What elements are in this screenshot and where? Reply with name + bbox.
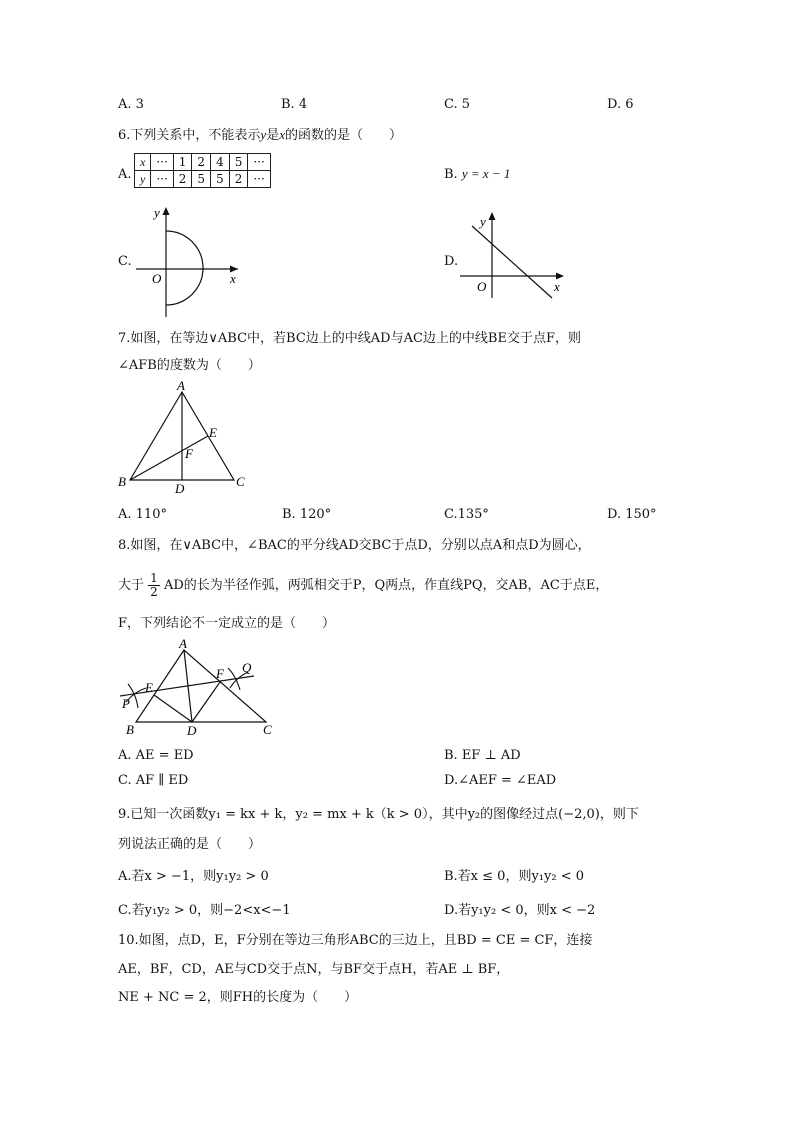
q5-option-d: D. 6 — [607, 97, 634, 112]
fig-label-c: C — [263, 722, 272, 737]
graph-label-y: y — [154, 205, 160, 220]
fig-label-b: B — [118, 474, 126, 489]
q6-graph-semicircle — [130, 203, 250, 321]
graph-label-origin: O — [477, 279, 487, 294]
q9-option-a: A.若x > −1，则y₁y₂ > 0 — [118, 869, 269, 884]
graph-label-y: y — [480, 214, 486, 229]
q6-graph-line — [458, 208, 570, 300]
q8-line2: 大于 $\frac{1}{2}$ AD的长为半径作弧，两弧相交于P，Q两点，作直线PQ，交AB，AC于点E， — [118, 571, 609, 599]
q5-option-c: C. 5 — [444, 97, 471, 112]
q6-option-a-label: A. — [118, 167, 132, 182]
fig-label-d: D — [187, 723, 197, 738]
fig-label-a: A — [179, 636, 187, 651]
q9-line1: 9.已知一次函数y₁ = kx + k，y₂ = mx + k（k > 0），其中y₂的图像经过点(−2,0)，则下 — [118, 807, 639, 822]
q7-line2: ∠AFB的度数为（ ） — [118, 358, 261, 373]
fraction-half: $\frac{1}{2}$ — [150, 571, 158, 599]
q8-option-a: A. AE = ED — [118, 748, 194, 763]
q8-option-d: D.∠AEF = ∠EAD — [444, 773, 557, 788]
fig-label-b: B — [126, 722, 134, 737]
fig-label-f: F — [185, 446, 193, 461]
graph-label-origin: O — [152, 271, 162, 286]
q10-line3: NE + NC = 2，则FH的长度为（ ） — [118, 990, 358, 1005]
fig-label-f: F — [216, 666, 224, 681]
q6-option-d-label: D. — [444, 254, 459, 269]
q6-option-c-label: C. — [118, 254, 132, 269]
q7-line1: 7.如图，在等边∨ABC中，若BC边上的中线AD与AC边上的中线BE交于点F，则 — [118, 331, 581, 346]
fig-label-e: E — [145, 680, 153, 695]
q8-line3: F，下列结论不一定成立的是（ ） — [118, 616, 336, 631]
q6-stem: 6.下列关系中，不能表示y是x的函数的是（ ） — [118, 127, 402, 143]
fig-label-q: Q — [242, 660, 252, 675]
fig-label-d: D — [175, 481, 185, 496]
q5-option-a: A. 3 — [118, 97, 144, 112]
q7-option-c: C.135° — [444, 507, 489, 522]
q5-option-b: B. 4 — [281, 97, 308, 112]
q9-option-d: D.若y₁y₂ < 0，则x < −2 — [444, 903, 596, 918]
q8-line1: 8.如图，在∨ABC中，∠BAC的平分线AD交BC于点D，分别以点A和点D为圆心， — [118, 538, 591, 553]
fig-label-a: A — [177, 378, 185, 393]
q7-option-b: B. 120° — [282, 507, 332, 522]
fig-label-c: C — [236, 474, 245, 489]
fig-label-p: P — [122, 696, 130, 711]
q9-option-b: B.若x ≤ 0，则y₁y₂ < 0 — [444, 869, 584, 884]
q8-option-b: B. EF ⊥ AD — [444, 748, 521, 763]
q7-triangle-figure — [116, 378, 256, 496]
q7-option-d: D. 150° — [607, 507, 657, 522]
q9-line2: 列说法正确的是（ ） — [118, 837, 262, 852]
q6-option-b: B. y = x − 1 — [444, 166, 511, 182]
table-row: x ··· 1 2 4 5 ··· — [135, 154, 271, 171]
graph-label-x: x — [554, 279, 560, 294]
table-row: y ··· 2 5 5 2 ··· — [135, 171, 271, 188]
q8-triangle-figure — [116, 636, 282, 742]
q6-function-table — [134, 153, 271, 188]
q7-option-a: A. 110° — [118, 507, 167, 522]
q9-option-c: C.若y₁y₂ > 0，则−2<x<−1 — [118, 903, 291, 918]
fig-label-e: E — [209, 425, 217, 440]
q10-line1: 10.如图，点D，E，F分别在等边三角形ABC的三边上，且BD = CE = CF，连接 — [118, 933, 593, 948]
q8-option-c: C. AF ∥ ED — [118, 773, 189, 788]
graph-label-x: x — [230, 271, 236, 286]
q10-line2: AE，BF，CD，AE与CD交于点N，与BF交于点H，若AE ⊥ BF， — [118, 962, 510, 977]
